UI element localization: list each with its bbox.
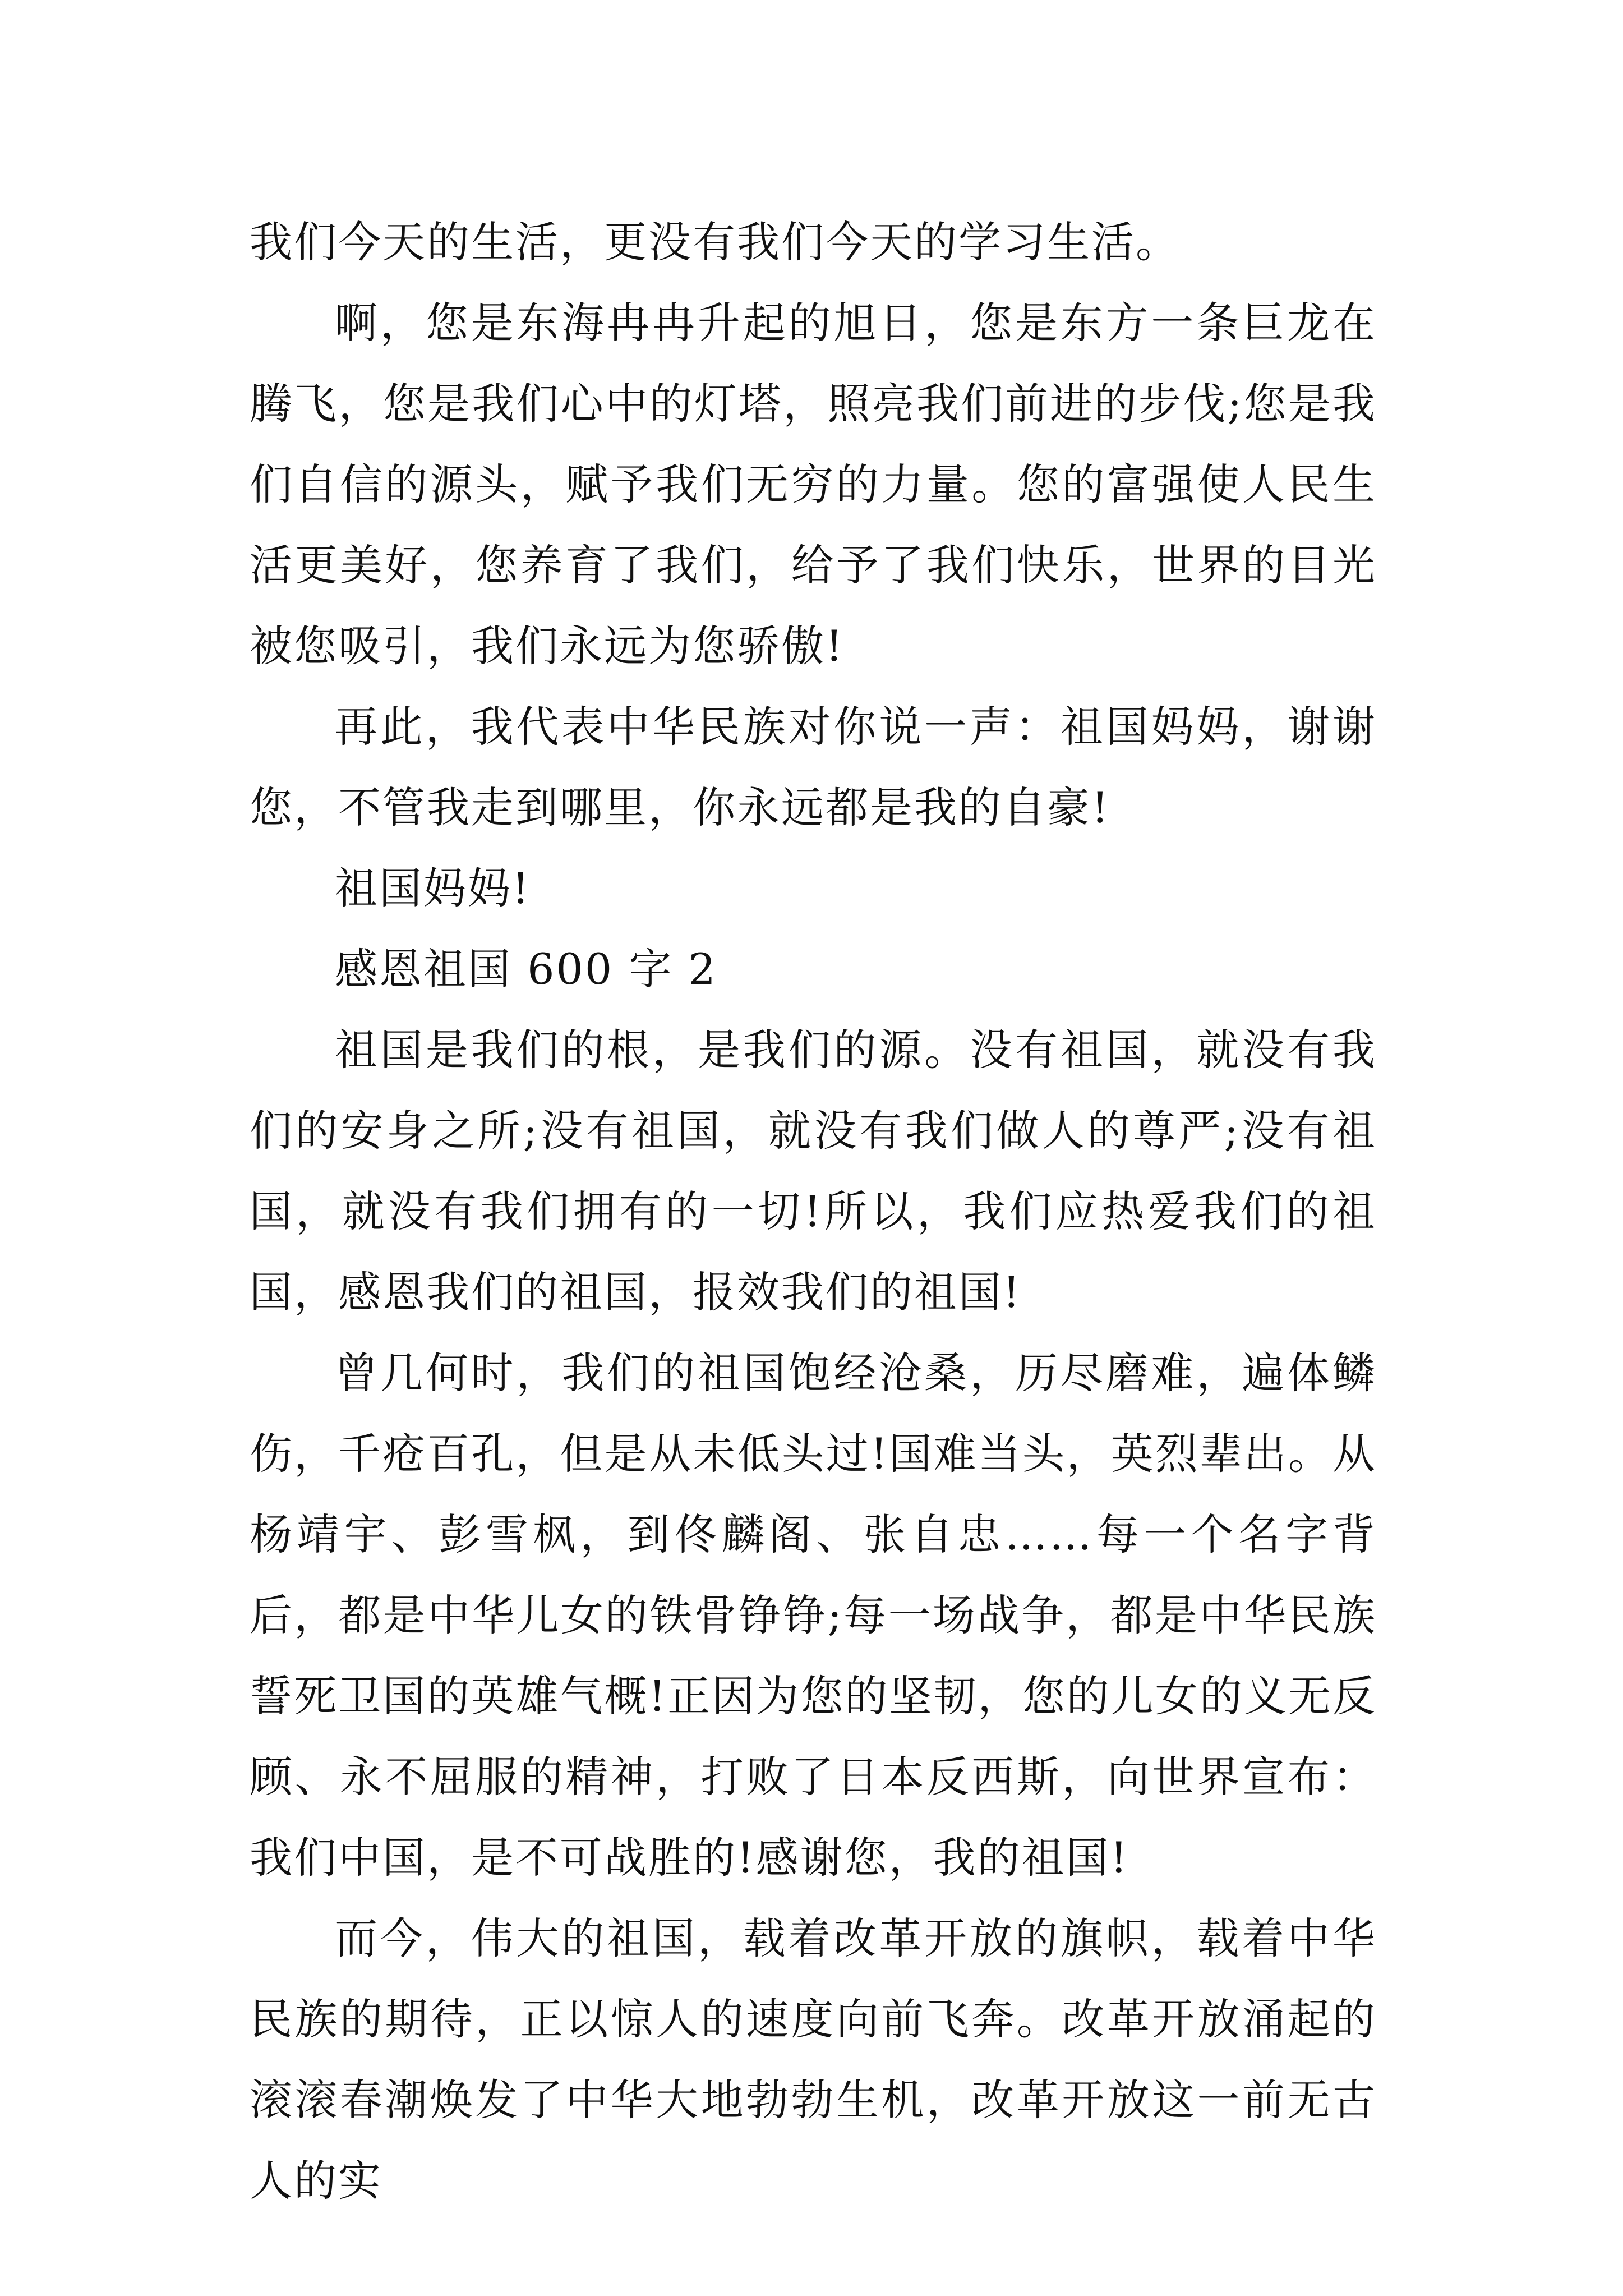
paragraph-4: 祖国妈妈! [335, 863, 531, 913]
section-heading: 感恩祖国 600 字 2 [335, 944, 717, 994]
paragraph-1: 我们今天的生活，更没有我们今天的学习生活。 [250, 217, 1180, 267]
paragraph-3: 再此，我代表中华民族对你说一声：祖国妈妈，谢谢您，不管我走到哪里，你永远都是我的自豪! [250, 702, 1377, 832]
paragraph-6: 曾几何时，我们的祖国饱经沧桑，历尽磨难，遍体鳞伤，千疮百孔，但是从未低头过!国难当头，英烈辈出。从杨靖宇、彭雪枫，到佟麟阁、张自忠……每一个名字背后，都是中华儿女的铁骨铮铮;每一场战争，都是中华民族誓死卫国的英雄气概!正因为您的坚韧，您的儿女的义无反顾、永不屈服的精神，打败了日本反西斯，向世界宣布：我们中国，是不可战胜的!感谢您，我的祖国! [250, 1348, 1377, 1883]
document-body [250, 202, 1377, 2221]
paragraph-7: 而今，伟大的祖国，载着改革开放的旗帜，载着中华民族的期待，正以惊人的速度向前飞奔。改革开放涌起的滚滚春潮焕发了中华大地勃勃生机，改革开放这一前无古人的实 [250, 1913, 1377, 2206]
paragraph-5: 祖国是我们的根，是我们的源。没有祖国，就没有我们的安身之所;没有祖国，就没有我们做人的尊严;没有祖国，就没有我们拥有的一切!所以，我们应热爱我们的祖国，感恩我们的祖国，报效我们的祖国! [250, 1025, 1377, 1317]
paragraph-2: 啊，您是东海冉冉升起的旭日，您是东方一条巨龙在腾飞，您是我们心中的灯塔，照亮我们前进的步伐;您是我们自信的源头，赋予我们无穷的力量。您的富强使人民生活更美好，您养育了我们，给予了我们快乐，世界的目光被您吸引，我们永远为您骄傲! [250, 298, 1377, 671]
